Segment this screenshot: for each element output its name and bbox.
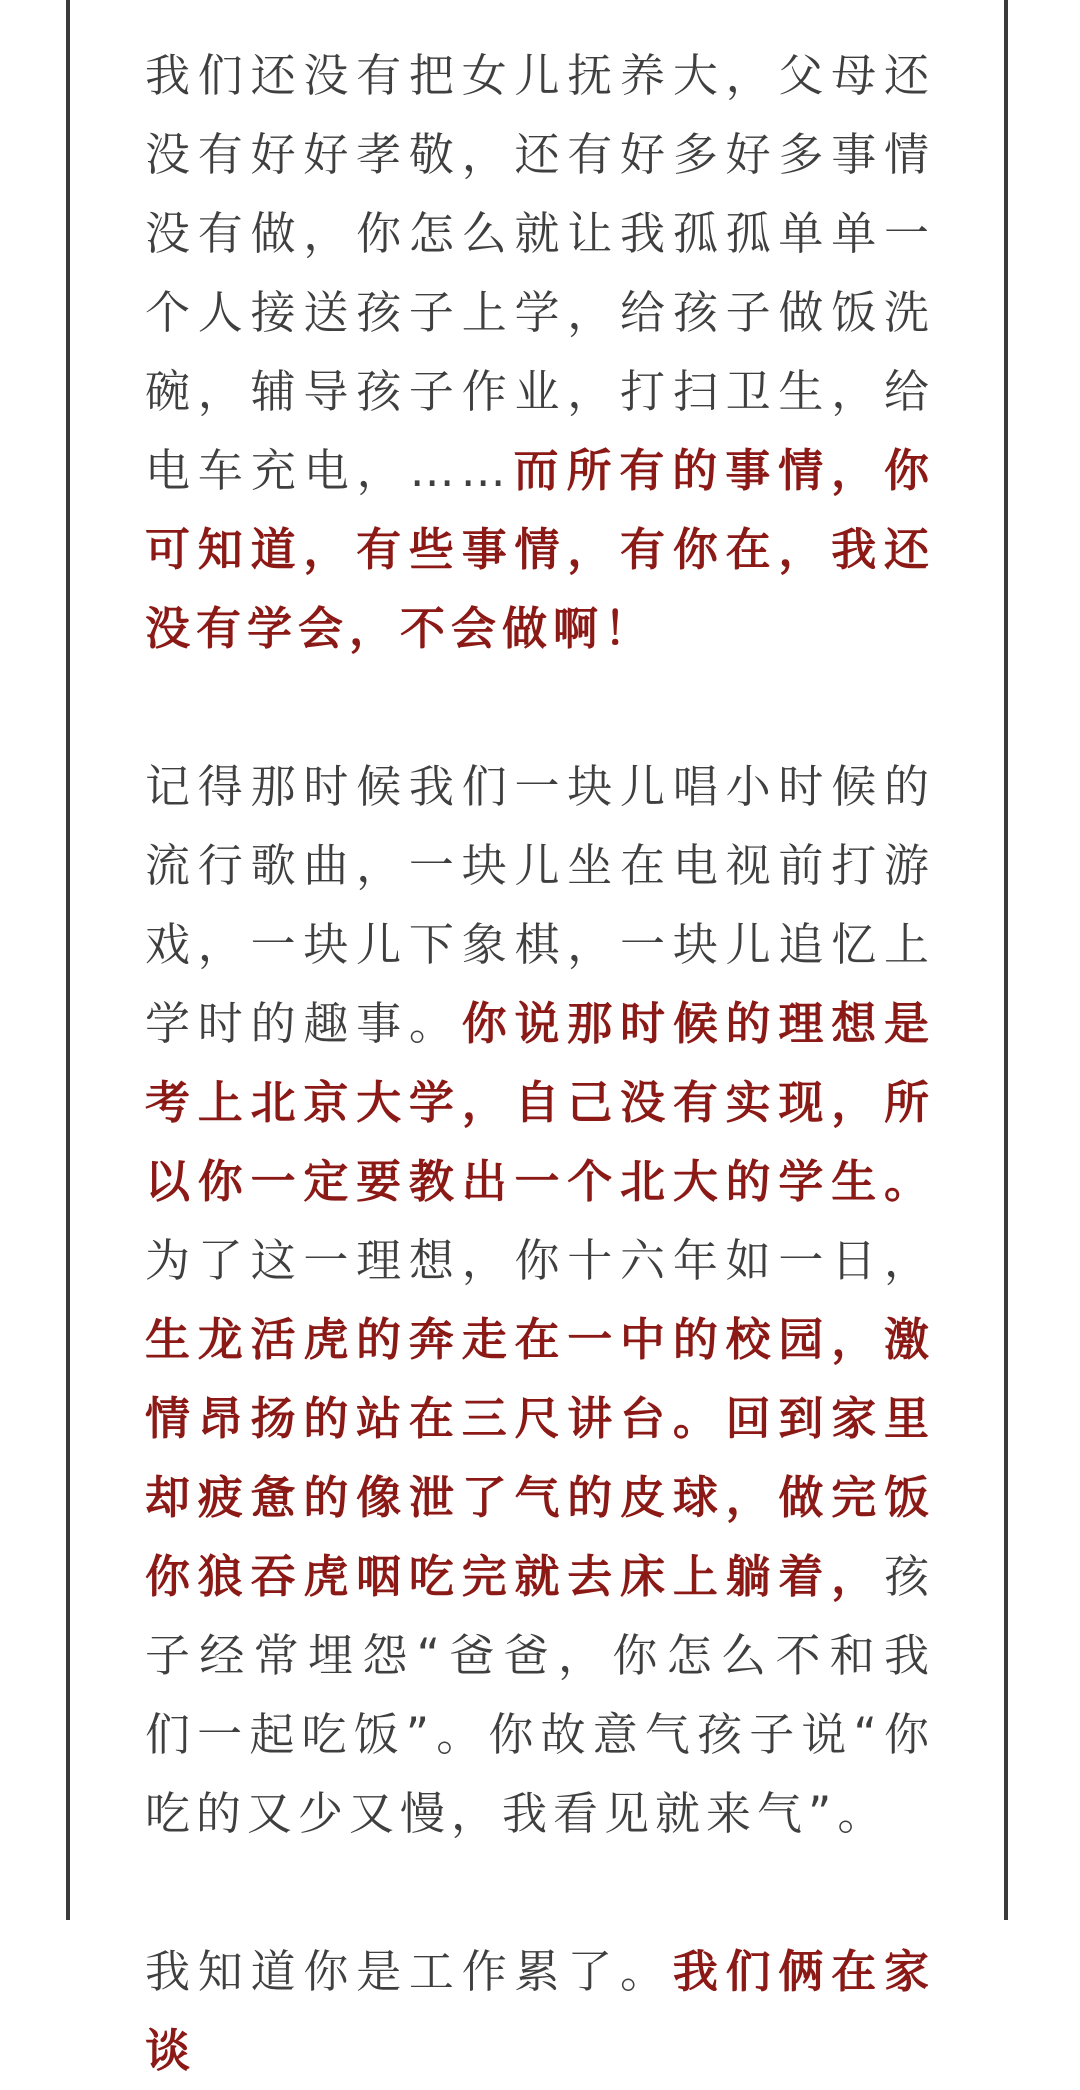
body-text: 记得那时候我们一块儿唱小时候的流行歌曲，一块儿坐在电视前打游戏，一块儿下象棋，一块儿追忆上学时的趣事。	[145, 760, 935, 1050]
body-text: 我们还没有把女儿抚养大，父母还没有好好孝敬，还有好多好多事情没有做，你怎么就让我孤孤单单一个人接送孩子上学，给孩子做饭洗碗，辅导孩子作业，打扫卫生，给电车充电，……	[145, 49, 935, 497]
body-text: 我知道你是工作累了。	[145, 1945, 673, 1998]
emphasized-text: 生龙活虎的奔走在一中的校园，激情昂扬的站在三尺讲台。回到家里却疲惫的像泄了气的皮球，做完饭你狼吞虎咽吃完就去床上躺着，	[145, 1313, 935, 1603]
emphasized-text: 而所有的事情，你可知道，有些事情，有你在，我还没有学会，不会做啊！	[145, 444, 935, 655]
paragraph-2	[145, 747, 935, 1853]
body-text: 为了这一理想，你十六年如一日，	[145, 1234, 935, 1287]
article-body	[145, 36, 935, 2090]
paragraph-3	[145, 1932, 935, 2090]
emphasized-text: 我们俩在家谈	[145, 1945, 935, 2077]
emphasized-text: 你说那时候的理想是考上北京大学，自己没有实现，所以你一定要教出一个北大的学生。	[145, 997, 935, 1208]
paragraph-1	[145, 36, 935, 668]
body-text: 孩子经常埋怨“爸爸，你怎么不和我们一起吃饭”。你故意气孩子说“你吃的又少又慢，我看见就来气”。	[145, 1550, 935, 1840]
